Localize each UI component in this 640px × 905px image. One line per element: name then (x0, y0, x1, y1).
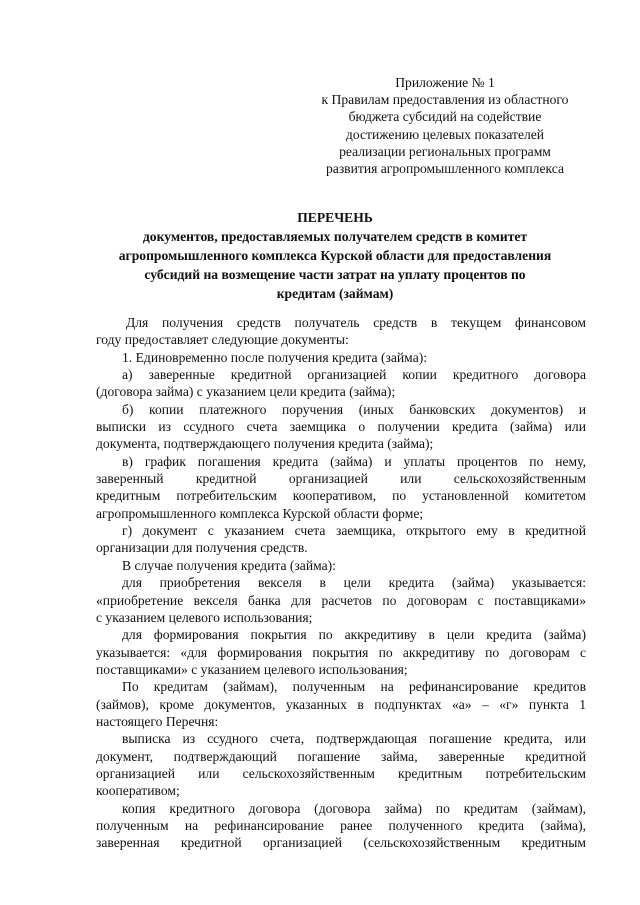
body-line: выписки из ссудного счета заемщика о получении кредита (займа) или (96, 419, 586, 435)
body-line: полученным на рефинансирование ранее полученного кредита (займа), (96, 817, 586, 833)
appendix-line: достижению целевых показателей (345, 126, 545, 142)
appendix-number: Приложение № 1 (395, 75, 495, 90)
appendix-header (300, 74, 590, 177)
body-line: (договора займа) с указанием цели кредита (займа); (96, 384, 396, 400)
body-line: заверенная кредитной организацией (сельскохозяйственным кредитным (96, 835, 586, 851)
appendix-line: бюджета субсидий на содействие (348, 109, 542, 125)
body-line: настоящего Перечня: (96, 713, 219, 729)
body-line: г) документ с указанием счета заемщика, открытого ему в кредитной (122, 523, 586, 539)
appendix-line: реализации региональных программ (339, 143, 551, 159)
body-line: году предоставляет следующие документы: (96, 332, 349, 348)
title-line: кредитам (займам) (276, 286, 394, 301)
body-line: а) заверенные кредитной организацией копии кредитного договора (122, 367, 586, 383)
body-line: Для получения средств получатель средств в текущем финансовом (126, 315, 586, 330)
body-line: для формирования покрытия по аккредитиву в цели кредита (займа) (122, 627, 586, 643)
body-line: выписка из ссудного счета, подтверждающая погашение кредита, или (122, 731, 586, 747)
title-line: субсидий на возмещение части затрат на уплату процентов по (144, 267, 526, 282)
body-line: По кредитам (займам), полученным на рефинансирование кредитов (122, 679, 586, 695)
body-line: (займов), кроме документов, указанных в подпунктах «а» – «г» пункта 1 (96, 696, 586, 712)
body-line: 1. Единовременно после получения кредита (займа): (122, 349, 428, 365)
body-line: для приобретения векселя в цели кредита (займа) указывается: (122, 575, 586, 591)
document-body (96, 314, 586, 852)
title-line: агропромышленного комплекса Курской области для предоставления (118, 248, 552, 263)
body-line: заверенный кредитной организацией или сельскохозяйственным (96, 471, 586, 487)
body-line: кредитным потребительским кооперативом, по установленной комитетом (96, 488, 586, 504)
body-line: копия кредитного договора (договора займа) по кредитам (займам), (122, 800, 586, 816)
appendix-line: развития агропромышленного комплекса (325, 161, 565, 177)
title-line: документов, предоставляемых получателем средств в комитет (142, 229, 528, 244)
body-line: с указанием целевого использования; (96, 609, 313, 625)
body-line: б) копии платежного поручения (иных банковских документов) и (122, 401, 586, 417)
body-line: поставщиками» с указанием целевого использования; (96, 661, 408, 677)
body-line: кооперативом; (96, 783, 180, 799)
document-title (85, 208, 585, 303)
body-line: агропромышленного комплекса Курской области форме; (96, 505, 424, 521)
body-line: В случае получения кредита (займа): (122, 557, 336, 573)
body-line: организацией или сельскохозяйственным кредитным потребительским (96, 765, 586, 781)
body-line: документа, подтверждающего получения кредита (займа); (96, 436, 434, 452)
body-line: «приобретение векселя банка для расчетов по договорам с поставщиками» (96, 592, 586, 608)
body-line: в) график погашения кредита (займа) и уплаты процентов по нему, (122, 453, 586, 469)
body-line: организации для получения средств. (96, 540, 308, 556)
title-heading: ПЕРЕЧЕНЬ (297, 210, 373, 225)
body-line: документ, подтверждающий погашение займа, заверенные кредитной (96, 748, 586, 764)
body-line: указывается: «для формирования покрытия по аккредитиву по договорам с (96, 644, 586, 660)
appendix-line: к Правилам предоставления из областного (321, 92, 569, 108)
